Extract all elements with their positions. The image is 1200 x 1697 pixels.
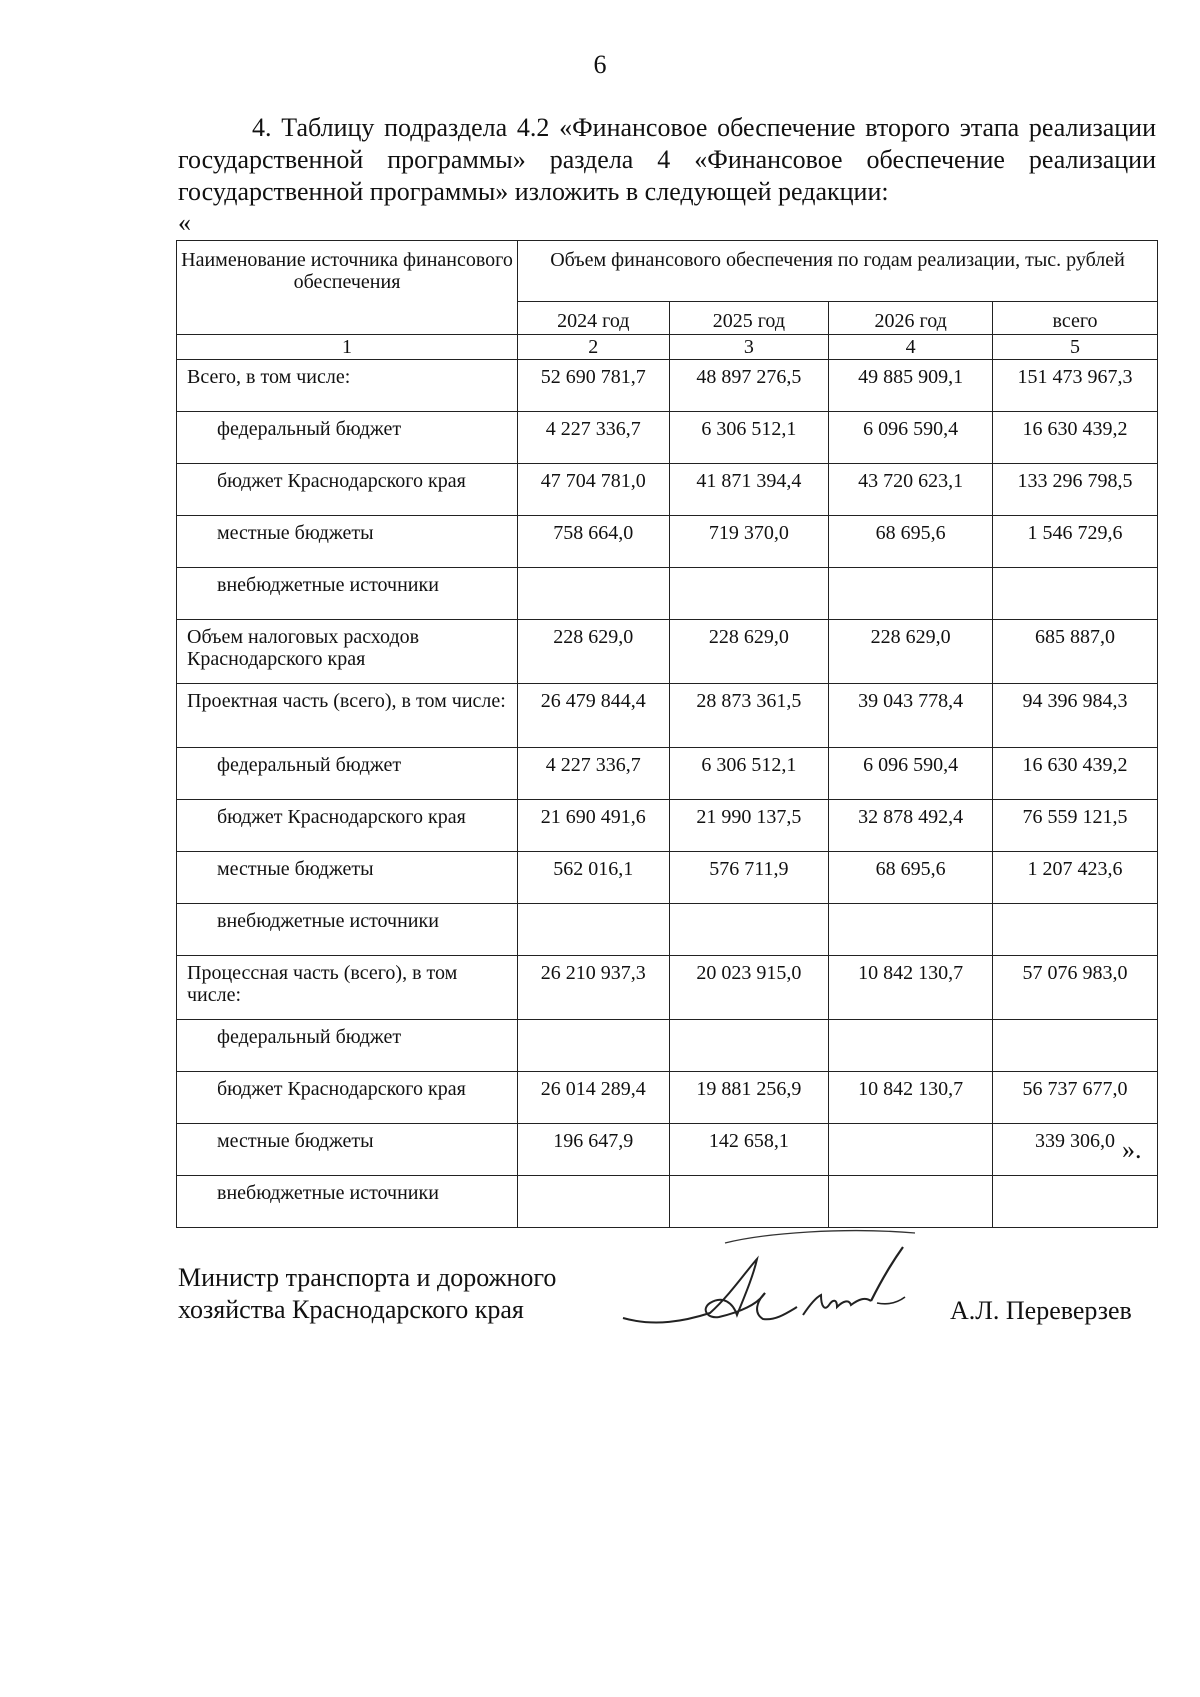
row-label: внебюджетные источники <box>177 1176 518 1228</box>
cell-total: 56 737 677,0 <box>993 1072 1158 1124</box>
col-number-3: 3 <box>669 335 829 360</box>
intro-paragraph <box>178 112 1156 208</box>
cell-2025: 6 306 512,1 <box>669 748 829 800</box>
cell-2025: 228 629,0 <box>669 620 829 684</box>
cell-2024: 26 014 289,4 <box>518 1072 669 1124</box>
cell-2026: 43 720 623,1 <box>829 464 993 516</box>
signer-title-line-1: Министр транспорта и дорожного <box>178 1263 557 1292</box>
col-number-4: 4 <box>829 335 993 360</box>
cell-2024: 21 690 491,6 <box>518 800 669 852</box>
row-label: местные бюджеты <box>177 852 518 904</box>
table-row <box>177 800 1158 852</box>
cell-2026 <box>829 568 993 620</box>
table-row <box>177 464 1158 516</box>
cell-2025: 19 881 256,9 <box>669 1072 829 1124</box>
cell-total <box>993 1020 1158 1072</box>
row-label: федеральный бюджет <box>177 1020 518 1072</box>
cell-2026 <box>829 904 993 956</box>
cell-2024: 228 629,0 <box>518 620 669 684</box>
cell-total: 339 306,0 <box>993 1124 1158 1176</box>
cell-total: 94 396 984,3 <box>993 684 1158 748</box>
cell-total: 76 559 121,5 <box>993 800 1158 852</box>
cell-total: 133 296 798,5 <box>993 464 1158 516</box>
col-number-1: 1 <box>177 335 518 360</box>
signer-title <box>178 1262 556 1326</box>
cell-2026: 68 695,6 <box>829 852 993 904</box>
cell-2025: 20 023 915,0 <box>669 956 829 1020</box>
cell-2026: 68 695,6 <box>829 516 993 568</box>
cell-2026: 10 842 130,7 <box>829 956 993 1020</box>
cell-2025: 719 370,0 <box>669 516 829 568</box>
signature-image <box>615 1215 975 1335</box>
row-label: Проектная часть (всего), в том числе: <box>177 684 518 748</box>
cell-2025: 41 871 394,4 <box>669 464 829 516</box>
table-row <box>177 852 1158 904</box>
col-number-2: 2 <box>518 335 669 360</box>
cell-2024: 196 647,9 <box>518 1124 669 1176</box>
signer-title-line-2: хозяйства Краснодарского края <box>178 1295 524 1324</box>
cell-total <box>993 1176 1158 1228</box>
table-row <box>177 1124 1158 1176</box>
cell-total: 57 076 983,0 <box>993 956 1158 1020</box>
table-row <box>177 516 1158 568</box>
cell-total: 16 630 439,2 <box>993 412 1158 464</box>
cell-2026: 6 096 590,4 <box>829 748 993 800</box>
cell-2024: 4 227 336,7 <box>518 748 669 800</box>
table-row <box>177 748 1158 800</box>
cell-2025: 21 990 137,5 <box>669 800 829 852</box>
cell-2025: 48 897 276,5 <box>669 360 829 412</box>
open-quote: « <box>178 208 191 237</box>
table-row <box>177 620 1158 684</box>
cell-2026 <box>829 1020 993 1072</box>
cell-2026: 6 096 590,4 <box>829 412 993 464</box>
header-volume: Объем финансового обеспечения по годам реализации, тыс. рублей <box>518 241 1158 302</box>
cell-2025 <box>669 904 829 956</box>
cell-2025: 28 873 361,5 <box>669 684 829 748</box>
row-label: Объем налоговых расходов Краснодарского края <box>177 620 518 684</box>
cell-2024: 47 704 781,0 <box>518 464 669 516</box>
table-row <box>177 1072 1158 1124</box>
table-row <box>177 412 1158 464</box>
header-year-2024: 2024 год <box>518 302 669 335</box>
header-source: Наименование источника финансового обеспечения <box>177 241 518 335</box>
row-label: федеральный бюджет <box>177 412 518 464</box>
cell-2024 <box>518 904 669 956</box>
cell-2024: 4 227 336,7 <box>518 412 669 464</box>
header-year-2026: 2026 год <box>829 302 993 335</box>
financing-table <box>176 240 1158 1228</box>
cell-2024: 562 016,1 <box>518 852 669 904</box>
cell-2024: 52 690 781,7 <box>518 360 669 412</box>
cell-2026: 32 878 492,4 <box>829 800 993 852</box>
row-label: Всего, в том числе: <box>177 360 518 412</box>
cell-total: 1 207 423,6 <box>993 852 1158 904</box>
row-label: местные бюджеты <box>177 516 518 568</box>
cell-total: 1 546 729,6 <box>993 516 1158 568</box>
row-label: бюджет Краснодарского края <box>177 800 518 852</box>
cell-total <box>993 568 1158 620</box>
close-quote: ». <box>1122 1135 1142 1164</box>
row-label: местные бюджеты <box>177 1124 518 1176</box>
table-row <box>177 360 1158 412</box>
cell-2025: 576 711,9 <box>669 852 829 904</box>
cell-2026 <box>829 1124 993 1176</box>
cell-2026: 228 629,0 <box>829 620 993 684</box>
row-label: внебюджетные источники <box>177 904 518 956</box>
row-label: бюджет Краснодарского края <box>177 1072 518 1124</box>
page-number: 6 <box>593 50 607 79</box>
cell-2025: 6 306 512,1 <box>669 412 829 464</box>
cell-2024: 26 479 844,4 <box>518 684 669 748</box>
cell-2025: 142 658,1 <box>669 1124 829 1176</box>
table-row <box>177 1020 1158 1072</box>
signer-name: А.Л. Переверзев <box>950 1296 1132 1325</box>
header-year-2025: 2025 год <box>669 302 829 335</box>
cell-total: 685 887,0 <box>993 620 1158 684</box>
intro-text: 4. Таблицу подраздела 4.2 «Финансовое обеспечение второго этапа реализации государственной программы» раздела 4 «Финансовое обеспечение реализации государственной программы» изложить в следующей редакции: <box>178 113 1156 206</box>
cell-2026: 49 885 909,1 <box>829 360 993 412</box>
cell-2024: 758 664,0 <box>518 516 669 568</box>
cell-2025 <box>669 568 829 620</box>
col-number-5: 5 <box>993 335 1158 360</box>
row-label: Процессная часть (всего), в том числе: <box>177 956 518 1020</box>
table-row <box>177 568 1158 620</box>
row-label: федеральный бюджет <box>177 748 518 800</box>
cell-total <box>993 904 1158 956</box>
cell-2024: 26 210 937,3 <box>518 956 669 1020</box>
cell-2024 <box>518 568 669 620</box>
cell-2025 <box>669 1020 829 1072</box>
cell-total: 151 473 967,3 <box>993 360 1158 412</box>
cell-2026: 10 842 130,7 <box>829 1072 993 1124</box>
header-total: всего <box>993 302 1158 335</box>
cell-total: 16 630 439,2 <box>993 748 1158 800</box>
table-row <box>177 956 1158 1020</box>
row-label: внебюджетные источники <box>177 568 518 620</box>
table-row <box>177 904 1158 956</box>
row-label: бюджет Краснодарского края <box>177 464 518 516</box>
table-row <box>177 684 1158 748</box>
cell-2026: 39 043 778,4 <box>829 684 993 748</box>
cell-2024 <box>518 1020 669 1072</box>
